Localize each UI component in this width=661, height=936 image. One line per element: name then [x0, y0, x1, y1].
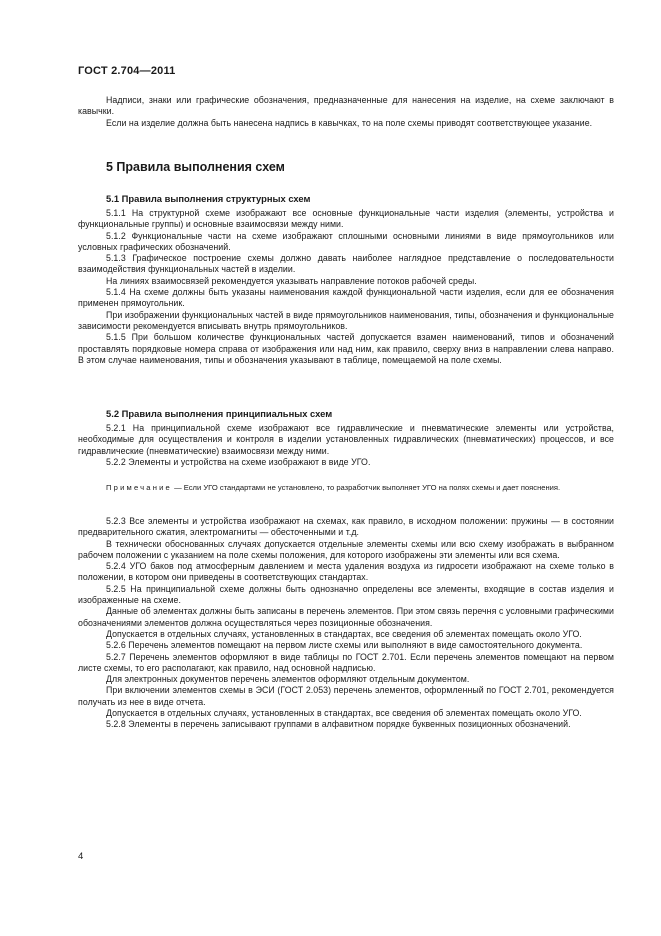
subsection2-text-cont	[78, 516, 614, 731]
paragraph: 5.2.1 На принципиальной схеме изображают все гидравлические и пневматические элементы или устройства, необходимые для осуществления и контроля в изделии установленных гидравлических (пневматических) процессов, и все гидравлические (пневматические) взаимосвязи между ними.	[78, 423, 614, 456]
note-block	[78, 482, 614, 493]
paragraph: При изображении функциональных частей в виде прямоугольников наименования, типы, обозначения и функциональные зависимости рекомендуется вписывать внутрь прямоугольников.	[78, 309, 614, 331]
subsection-title: 5.2 Правила выполнения принципиальных схем	[106, 408, 333, 419]
paragraph: 5.2.7 Перечень элементов оформляют в виде таблицы по ГОСТ 2.701. Если перечень элементов помещают на первом листе схемы, то его располагают, как правило, над основной надписью.	[78, 651, 614, 673]
paragraph: 5.2.2 Элементы и устройства на схеме изображают в виде УГО.	[106, 456, 371, 467]
note-label: Примечание	[106, 483, 172, 492]
intro-text	[78, 95, 614, 129]
paragraph: 5.2.3 Все элементы и устройства изображают на схемах, как правило, в исходном положении: пружины — в состоянии предварительного сжатия, электромагниты — обесточенными и т.д.	[78, 516, 614, 538]
paragraph: На линиях взаимосвязей рекомендуется указывать направление потоков рабочей среды.	[106, 275, 477, 286]
paragraph: Допускается в отдельных случаях, установленных в стандартах, все сведения об элементах помещать около УГО.	[106, 628, 582, 639]
page-number: 4	[78, 851, 84, 862]
section-title: 5 Правила выполнения схем	[106, 160, 285, 174]
paragraph: Для электронных документов перечень элементов оформляют отдельным документом.	[106, 674, 470, 685]
paragraph: Допускается в отдельных случаях, установленных в стандартах, все сведения об элементах помещать около УГО.	[106, 708, 582, 719]
subsection1-text	[78, 208, 614, 366]
paragraph: 5.1.2 Функциональные части на схеме изображают сплошными основными линиями в виде прямоугольников или условных графических обозначений.	[78, 230, 614, 252]
paragraph: 5.1.1 На структурной схеме изображают все основные функциональные части изделия (элементы, устройства и функциональные группы) и основные взаимосвязи между ними.	[78, 208, 614, 230]
paragraph: Если на изделие должна быть нанесена надпись в кавычках, то на поле схемы приводят соответствующее указание.	[106, 117, 593, 128]
note-text: — Если УГО стандартами не установлено, то разработчик выполняет УГО на полях схемы и дает пояснения.	[174, 483, 561, 492]
paragraph: Данные об элементах должны быть записаны в перечень элементов. При этом связь перечня с условными графическими обозначениями элементов должна осуществляться через позиционные обозначения.	[78, 606, 614, 628]
paragraph: 5.2.6 Перечень элементов помещают на первом листе схемы или выполняют в виде самостоятельного документа.	[106, 640, 583, 651]
paragraph: 5.1.3 Графическое построение схемы должно давать наиболее наглядное представление о последовательности взаимодействия функциональных частей в изделии.	[78, 253, 614, 275]
subsection-title: 5.1 Правила выполнения структурных схем	[106, 193, 311, 204]
paragraph: При включении элементов схемы в ЭСИ (ГОСТ 2.053) перечень элементов, оформленный по ГОСТ 2.701, рекомендуется получать из нее в виде отчета.	[78, 685, 614, 707]
paragraph: 5.1.5 При большом количестве функциональных частей допускается взамен наименований, типов и обозначений проставлять порядковые номера справа от изображения или над ним, как правило, сверху вниз в направлении слева направо. В этом случае наименования, типы и обозначения указывают в таблице, помещаемой на поле схемы.	[78, 332, 614, 365]
paragraph: В технически обоснованных случаях допускается отдельные элементы схемы или всю схему изображать в выбранном рабочем положении с указанием на поле схемы положения, для которого изображены эти элементы или вся схема.	[78, 538, 614, 560]
paragraph: 5.1.4 На схеме должны быть указаны наименования каждой функциональной части изделия, если для ее обозначения применен прямоугольник.	[78, 287, 614, 309]
paragraph: 5.2.4 УГО баков под атмосферным давлением и места удаления воздуха из гидросети изображают на схеме только в положении, в котором они приведены в соответствующих стандартах.	[78, 561, 614, 583]
document-header: ГОСТ 2.704—2011	[78, 65, 176, 77]
subsection2-text	[78, 423, 614, 468]
paragraph: Надписи, знаки или графические обозначения, предназначенные для нанесения на изделие, на схеме заключают в кавычки.	[78, 95, 614, 117]
paragraph: 5.2.5 На принципиальной схеме должны быть однозначно определены все элементы, входящие в состав изделия и изображенные на схеме.	[78, 583, 614, 606]
note	[78, 482, 614, 493]
paragraph: 5.2.8 Элементы в перечень записывают группами в алфавитном порядке буквенных позиционных обозначений.	[106, 719, 571, 730]
